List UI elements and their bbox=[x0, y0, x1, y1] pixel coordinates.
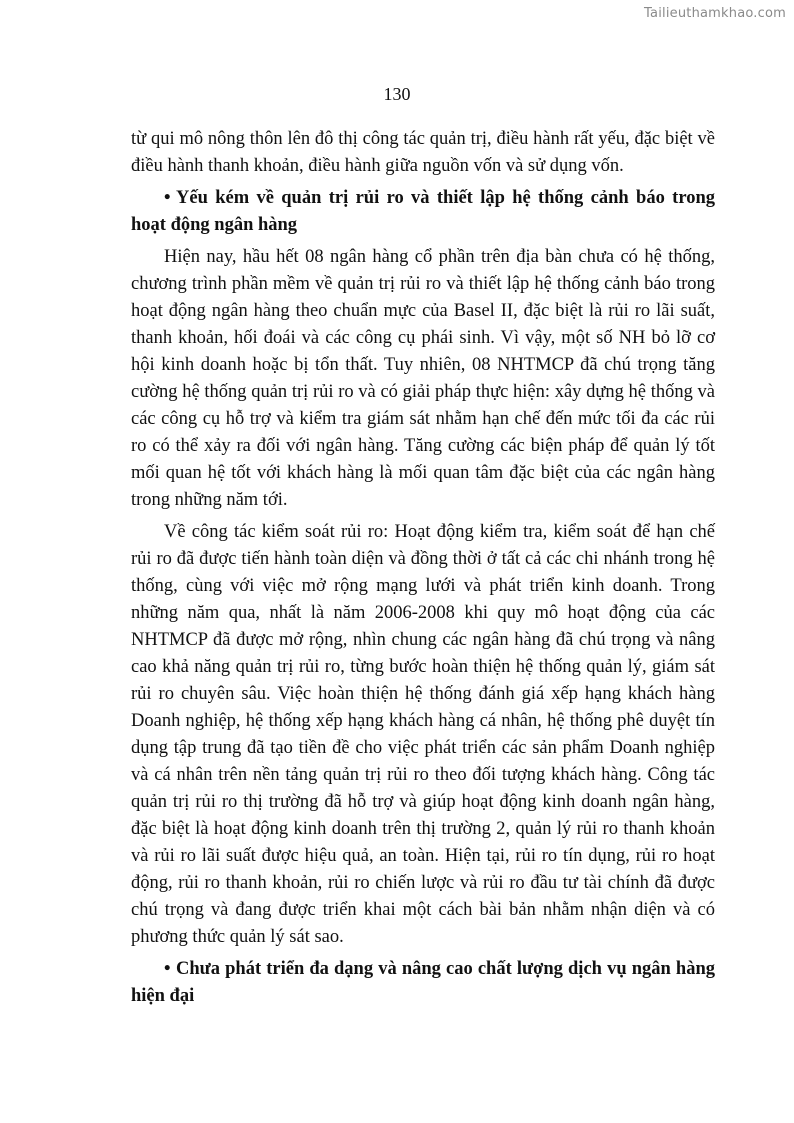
document-body bbox=[131, 126, 715, 1015]
paragraph-risk-system: Hiện nay, hầu hết 08 ngân hàng cổ phần trên địa bàn chưa có hệ thống, chương trình phần mềm về quản trị rủi ro và thiết lập hệ thống cảnh báo trong hoạt động ngân hàng theo chuẩn mực của Basel II, đặc biệt là rủi ro lãi suất, thanh khoản, hối đoái và các công cụ phái sinh. Vì vậy, một số NH bỏ lỡ cơ hội kinh doanh hoặc bị tổn thất. Tuy nhiên, 08 NHTMCP đã chú trọng tăng cường hệ thống quản trị rủi ro và có giải pháp thực hiện: xây dựng hệ thống và các công cụ hỗ trợ và kiểm tra giám sát nhằm hạn chế đến mức tối đa các rủi ro có thể xảy ra đối với ngân hàng. Tăng cường các biện pháp để quản lý tốt mối quan hệ tốt với khách hàng là mối quan tâm đặc biệt của các ngân hàng trong những năm tới. bbox=[131, 247, 715, 510]
bullet-icon: • bbox=[164, 959, 171, 979]
page-number: 130 bbox=[383, 84, 411, 104]
watermark: Tailieuthamkhao.com bbox=[644, 6, 786, 21]
heading-text: Yếu kém về quản trị rủi ro và thiết lập hệ thống cảnh báo trong hoạt động ngân hàng bbox=[131, 188, 715, 235]
paragraph-risk-control: Về công tác kiểm soát rủi ro: Hoạt động kiểm tra, kiểm soát để hạn chế rủi ro đã được tiến hành toàn diện và đồng thời ở tất cả các chi nhánh trong hệ thống, cùng với việc mở rộng mạng lưới và phát triển kinh doanh. Trong những năm qua, nhất là năm 2006-2008 khi quy mô hoạt động của các NHTMCP đã được mở rộng, nhìn chung các ngân hàng đã chú trọng và nâng cao khả năng quản trị rủi ro, từng bước hoàn thiện hệ thống quản lý, giám sát rủi ro chuyên sâu. Việc hoàn thiện hệ thống đánh giá xếp hạng khách hàng Doanh nghiệp, hệ thống xếp hạng khách hàng cá nhân, hệ thống phê duyệt tín dụng tập trung đã tạo tiền đề cho việc phát triển các sản phẩm Doanh nghiệp và cá nhân trên nền tảng quản trị rủi ro theo đối tượng khách hàng. Công tác quản trị rủi ro thị trường đã hỗ trợ và giúp hoạt động kinh doanh ngân hàng, đặc biệt là hoạt động kinh doanh trên thị trường 2, quản lý rủi ro thanh khoản và rủi ro lãi suất được hiệu quả, an toàn. Hiện tại, rủi ro tín dụng, rủi ro hoạt động, rủi ro thanh khoản, rủi ro chiến lược và rủi ro đầu tư tài chính đã được chú trọng và đang được triển khai một cách bài bản nhằm nhận diện và có phương thức quản lý sát sao. bbox=[131, 522, 715, 947]
heading-text: Chưa phát triển đa dạng và nâng cao chất lượng dịch vụ ngân hàng hiện đại bbox=[131, 959, 715, 1006]
bullet-icon: • bbox=[164, 188, 171, 208]
section-heading-risk-management bbox=[131, 185, 715, 239]
section-heading-modern-services bbox=[131, 956, 715, 1010]
paragraph-continuation: từ qui mô nông thôn lên đô thị công tác quản trị, điều hành rất yếu, đặc biệt về điều hành thanh khoản, điều hành giữa nguồn vốn và sử dụng vốn. bbox=[131, 129, 715, 176]
